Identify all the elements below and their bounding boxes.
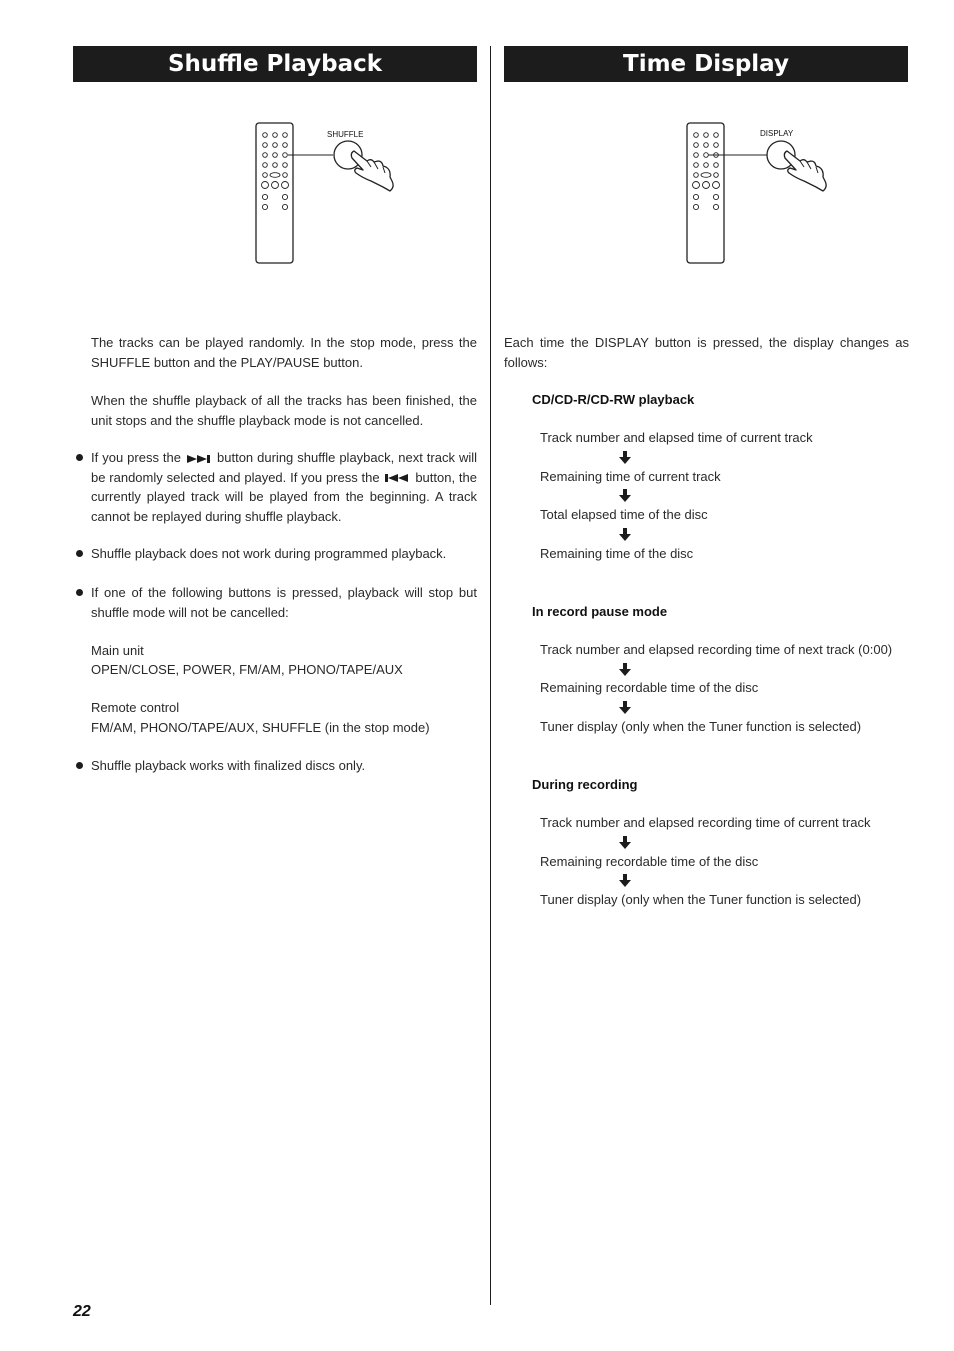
bullet-skip-buttons xyxy=(91,448,477,526)
skip-back-icon xyxy=(383,473,411,483)
display-mode-item: Total elapsed time of the disc xyxy=(540,507,708,522)
bullet-finalized: Shuffle playback works with finalized discs only. xyxy=(91,758,366,773)
remote-control-label: Remote control xyxy=(91,700,180,715)
down-arrow-icon xyxy=(619,451,631,465)
shuffle-finished-paragraph: When the shuffle playback of all the tracks has been finished, the unit stops and the shuffle playback mode is not cancelled. xyxy=(91,393,477,428)
display-mode-item: Tuner display (only when the Tuner function is selected) xyxy=(540,892,862,907)
time-display-intro: Each time the DISPLAY button is pressed, the display changes as follows: xyxy=(504,335,909,370)
down-arrow-icon xyxy=(619,701,631,715)
skip-forward-icon xyxy=(185,454,213,464)
bullet-skip-text-c: button, the currently played track will be played from the beginning. A track cannot be replayed during shuffle playback. xyxy=(91,469,477,524)
down-arrow-icon xyxy=(619,874,631,888)
shuffle-playback-section xyxy=(73,46,477,82)
bullet-icon xyxy=(76,589,83,596)
time-display-section xyxy=(504,46,908,82)
display-mode-item: Remaining recordable time of the disc xyxy=(540,854,759,869)
down-arrow-icon xyxy=(619,836,631,850)
display-mode-item: Track number and elapsed recording time of next track (0:00) xyxy=(540,642,893,657)
display-mode-item: Track number and elapsed time of current track xyxy=(540,430,813,445)
column-divider xyxy=(490,46,491,1305)
main-unit-label: Main unit xyxy=(91,643,144,658)
down-arrow-icon xyxy=(619,663,631,677)
display-mode-item: Track number and elapsed recording time of current track xyxy=(540,815,871,830)
record-pause-subheading: In record pause mode xyxy=(532,604,668,619)
shuffle-intro-paragraph: The tracks can be played randomly. In the stop mode, press the SHUFFLE button and the PLAY/PAUSE button. xyxy=(91,335,477,370)
display-button-label: DISPLAY xyxy=(760,129,794,138)
bullet-programmed: Shuffle playback does not work during programmed playback. xyxy=(91,546,447,561)
main-unit-buttons: OPEN/CLOSE, POWER, FM/AM, PHONO/TAPE/AUX xyxy=(91,662,403,677)
time-display-header: Time Display xyxy=(504,46,908,82)
bullet-icon xyxy=(76,454,83,461)
bullet-icon xyxy=(76,550,83,557)
display-mode-item: Remaining time of the disc xyxy=(540,546,694,561)
remote-control-buttons: FM/AM, PHONO/TAPE/AUX, SHUFFLE (in the stop mode) xyxy=(91,720,430,735)
bullet-skip-text-a: If you press the xyxy=(91,450,182,465)
down-arrow-icon xyxy=(619,528,631,542)
during-recording-subheading: During recording xyxy=(532,777,638,792)
display-mode-item: Remaining recordable time of the disc xyxy=(540,680,759,695)
shuffle-playback-header: Shuffle Playback xyxy=(73,46,477,82)
bullet-skip-text-b: button during shuffle playback, next track will be randomly selected and played. If you press the xyxy=(91,450,477,485)
display-mode-item: Tuner display (only when the Tuner function is selected) xyxy=(540,719,862,734)
page-number: 22 xyxy=(73,1303,91,1320)
display-mode-item: Remaining time of current track xyxy=(540,469,721,484)
shuffle-remote-illustration xyxy=(250,115,400,267)
bullet-icon xyxy=(76,762,83,769)
bullet-stop-buttons: If one of the following buttons is pressed, playback will stop but shuffle mode will not be cancelled: xyxy=(91,585,477,620)
display-remote-illustration xyxy=(681,115,831,267)
down-arrow-icon xyxy=(619,489,631,503)
shuffle-button-label: SHUFFLE xyxy=(327,130,364,139)
cd-playback-subheading: CD/CD-R/CD-RW playback xyxy=(532,392,695,407)
